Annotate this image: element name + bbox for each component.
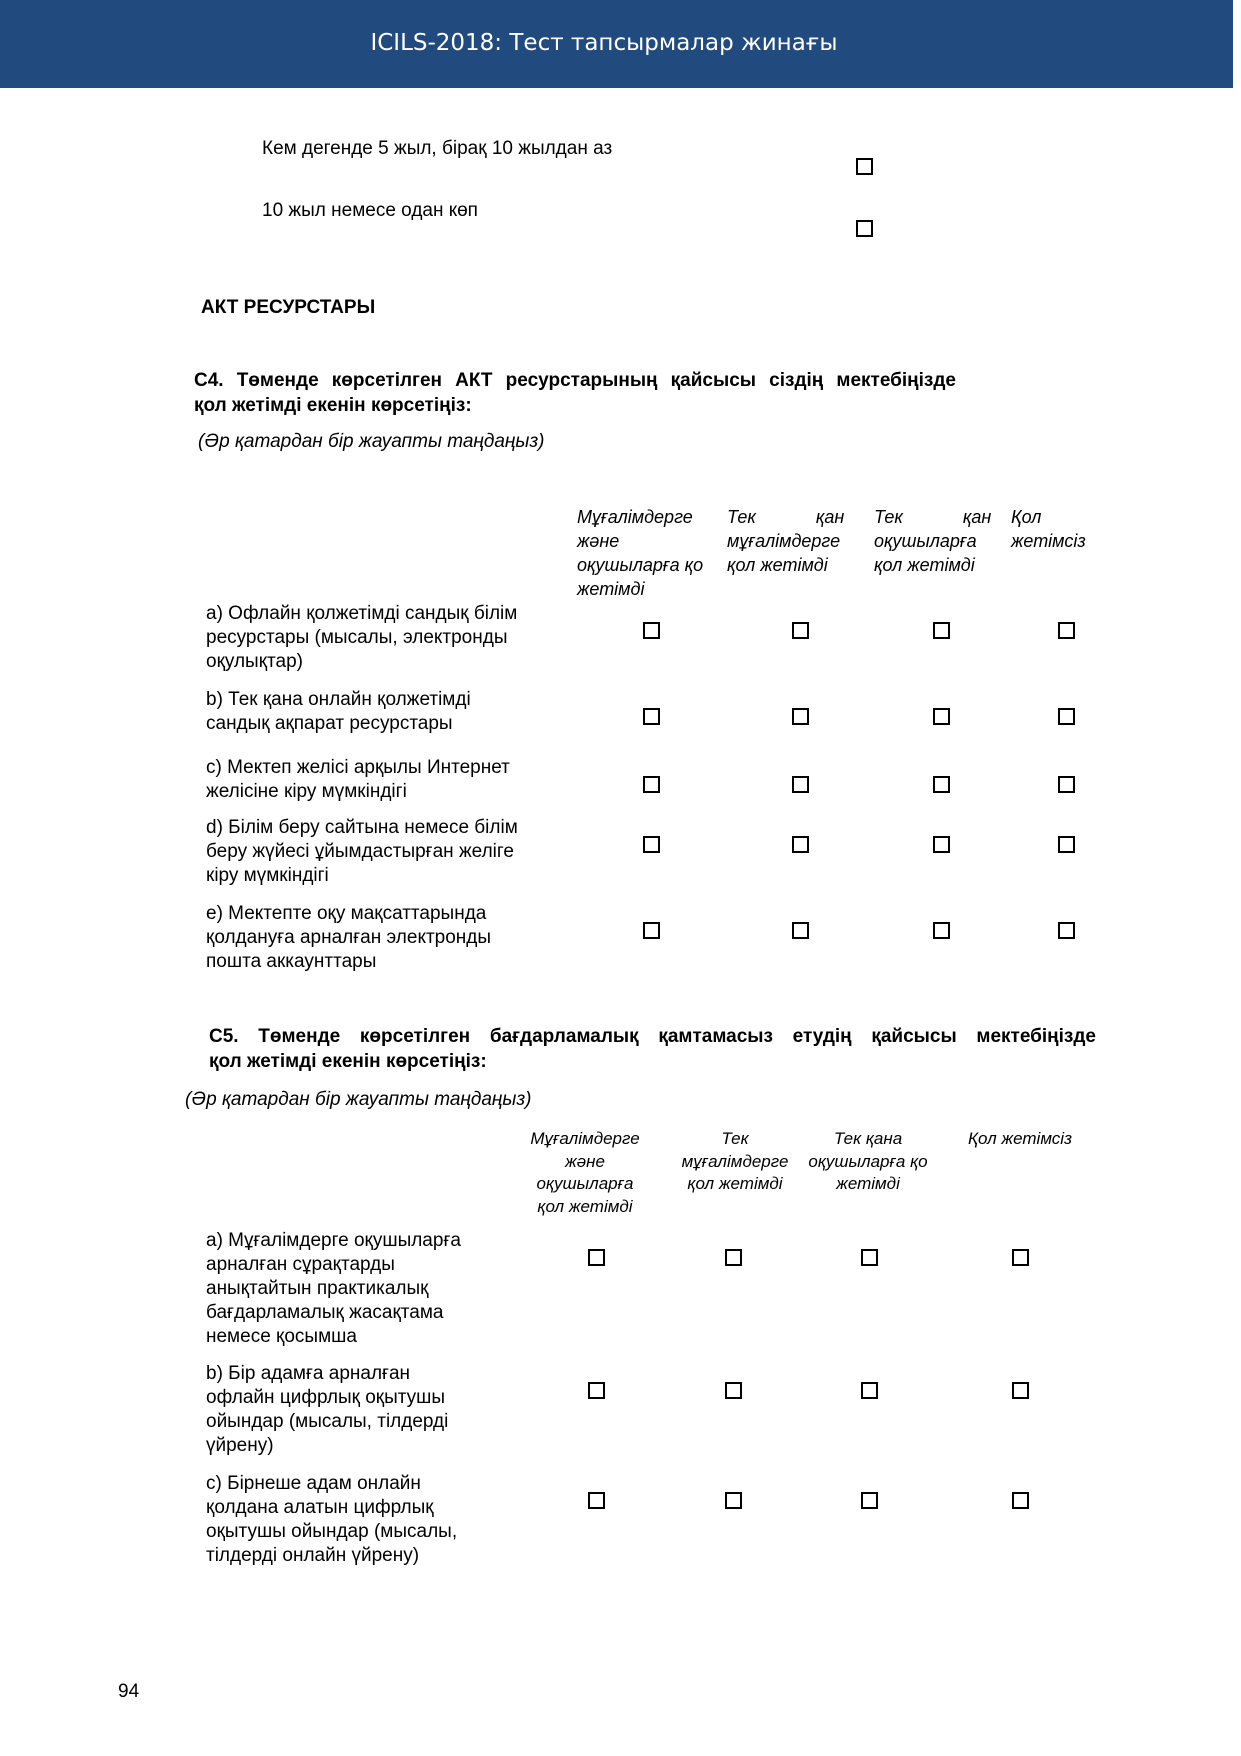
c4-row-c-checkbox-1[interactable] xyxy=(643,776,660,793)
c5-row-a-checkbox-2[interactable] xyxy=(725,1249,742,1266)
c4-row-b-checkbox-3[interactable] xyxy=(933,708,950,725)
c5-row-c-checkbox-1[interactable] xyxy=(588,1492,605,1509)
c4-row-d-checkbox-2[interactable] xyxy=(792,836,809,853)
c5-col-header-3: Тек қана оқушыларға қо жетімді xyxy=(808,1129,928,1193)
c4-row-d-checkbox-4[interactable] xyxy=(1058,836,1075,853)
c4-col-header-2: Тек қан мұғалімдерге қол жетімді xyxy=(727,507,845,575)
c4-row-c-checkbox-4[interactable] xyxy=(1058,776,1075,793)
option-label: Кем дегенде 5 жыл, бірақ 10 жылдан аз xyxy=(262,138,613,159)
c4-row-e-checkbox-3[interactable] xyxy=(933,922,950,939)
c4-row-b-checkbox-2[interactable] xyxy=(792,708,809,725)
c4-col-header-4: Қол жетімсіз xyxy=(1011,507,1086,551)
page-number: 94 xyxy=(118,1681,140,1702)
option-checkbox[interactable] xyxy=(856,158,873,175)
c4-row-a-checkbox-1[interactable] xyxy=(643,622,660,639)
c4-row-e-label: e) Мектепте оқу мақсаттарында қолдануға арналған электронды пошта аккаунттары xyxy=(206,903,492,972)
c4-instruction: (Әр қатардан бір жауапты таңдаңыз) xyxy=(198,431,545,452)
c4-col-header-3: Тек қан оқушыларға қол жетімді xyxy=(874,507,992,575)
c4-row-d-checkbox-3[interactable] xyxy=(933,836,950,853)
c5-instruction: (Әр қатардан бір жауапты таңдаңыз) xyxy=(185,1089,532,1110)
c5-row-c-label: c) Бірнеше адам онлайн қолдана алатын цифрлық оқытушы ойындар (мысалы, тілдерді онлайн үйрену) xyxy=(206,1473,458,1566)
c4-row-a-label: а) Офлайн қолжетімді сандық білім ресурстары (мысалы, электронды оқулықтар) xyxy=(206,603,518,672)
c4-question-cont: қол жетімді екенін көрсетіңіз: xyxy=(194,395,472,416)
c5-col-header-2: Тек мұғалімдерге қол жетімді xyxy=(681,1129,789,1193)
c4-row-e-checkbox-4[interactable] xyxy=(1058,922,1075,939)
c4-row-e-checkbox-1[interactable] xyxy=(643,922,660,939)
c4-row-d-label: d) Білім беру сайтына немесе білім беру жүйесі ұйымдастырған желіге кіру мүмкіндігі xyxy=(206,817,518,886)
c4-row-d-checkbox-1[interactable] xyxy=(643,836,660,853)
c4-row-c-checkbox-2[interactable] xyxy=(792,776,809,793)
c4-row-c-checkbox-3[interactable] xyxy=(933,776,950,793)
c4-col-header-1: Мұғалімдерге және оқушыларға қо жетімді xyxy=(577,507,704,599)
c4-row-e-checkbox-2[interactable] xyxy=(792,922,809,939)
c5-row-a-checkbox-4[interactable] xyxy=(1012,1249,1029,1266)
c4-row-a-checkbox-3[interactable] xyxy=(933,622,950,639)
c4-row-c-label: c) Мектеп желісі арқылы Интернет желісіне кіру мүмкіндігі xyxy=(206,757,510,802)
c5-row-b-checkbox-2[interactable] xyxy=(725,1382,742,1399)
c4-row-a-checkbox-2[interactable] xyxy=(792,622,809,639)
c5-col-header-4: Қол жетімсіз xyxy=(968,1129,1072,1148)
option-label: 10 жыл немесе одан көп xyxy=(262,200,478,221)
c5-question: С5. Төменде көрсетілген бағдарламалық қамтамасыз етудің қайсысы мектебіңізде xyxy=(209,1026,1096,1047)
c5-row-c-checkbox-2[interactable] xyxy=(725,1492,742,1509)
c5-row-b-checkbox-3[interactable] xyxy=(861,1382,878,1399)
c5-row-b-checkbox-4[interactable] xyxy=(1012,1382,1029,1399)
c4-row-b-checkbox-1[interactable] xyxy=(643,708,660,725)
option-checkbox[interactable] xyxy=(856,220,873,237)
c5-row-c-checkbox-3[interactable] xyxy=(861,1492,878,1509)
c4-row-b-checkbox-4[interactable] xyxy=(1058,708,1075,725)
c5-row-a-checkbox-1[interactable] xyxy=(588,1249,605,1266)
c4-row-b-label: b) Тек қана онлайн қолжетімді сандық ақпарат ресурстары xyxy=(206,689,471,734)
c4-question: С4. Төменде көрсетілген АКТ ресурстарының қайсысы сіздің мектебіңізде xyxy=(194,370,956,391)
page-header-banner xyxy=(0,0,1233,88)
section-title: АКТ РЕСУРСТАРЫ xyxy=(201,297,376,318)
c5-row-b-label: b) Бір адамға арналған офлайн цифрлық оқытушы ойындар (мысалы, тілдерді үйрену) xyxy=(206,1363,449,1456)
header-title: ICILS-2018: Тест тапсырмалар жинағы xyxy=(370,30,838,56)
c5-row-c-checkbox-4[interactable] xyxy=(1012,1492,1029,1509)
c5-row-a-label: а) Мұғалімдерге оқушыларға арналған сұрақтарды анықтайтын практикалық бағдарламалық жасақтама немесе қосымша xyxy=(206,1230,461,1347)
c5-col-header-1: Мұғалімдерге және оқушыларға қол жетімді xyxy=(530,1129,640,1216)
c5-row-a-checkbox-3[interactable] xyxy=(861,1249,878,1266)
c5-row-b-checkbox-1[interactable] xyxy=(588,1382,605,1399)
c5-question-cont: қол жетімді екенін көрсетіңіз: xyxy=(209,1051,487,1072)
c4-row-a-checkbox-4[interactable] xyxy=(1058,622,1075,639)
